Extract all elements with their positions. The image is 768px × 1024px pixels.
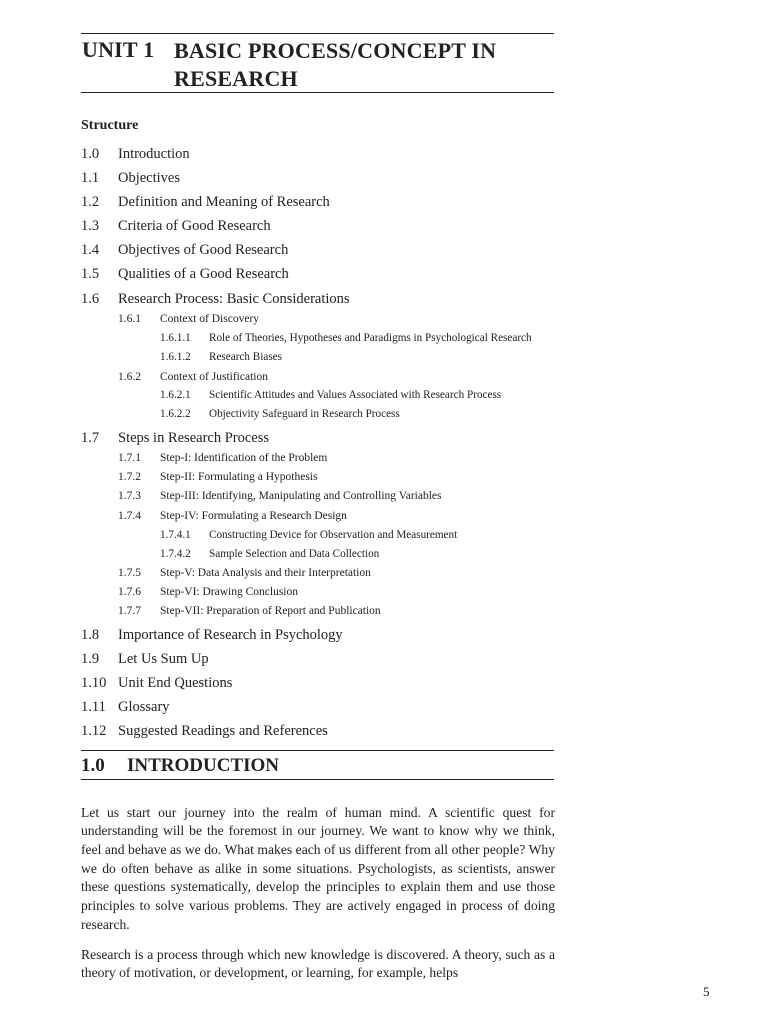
toc-entry-label: Objectivity Safeguard in Research Process	[209, 408, 400, 420]
toc-entry-number: 1.7.1	[118, 452, 141, 464]
toc-entry-label: Unit End Questions	[118, 675, 233, 691]
toc-entry-label: Sample Selection and Data Collection	[209, 548, 380, 560]
toc-entry-label: Definition and Meaning of Research	[118, 194, 330, 210]
toc-entry-label: Steps in Research Process	[118, 430, 270, 446]
toc-entry-number: 1.6	[81, 291, 100, 307]
toc-entry-label: Step-V: Data Analysis and their Interpretation	[160, 567, 371, 579]
toc-entry-number: 1.7.3	[118, 490, 141, 502]
toc-entry-number: 1.0	[81, 146, 100, 162]
toc-entry-label: Criteria of Good Research	[118, 218, 271, 234]
toc-entry-number: 1.7.7	[118, 605, 141, 617]
toc-entry-number: 1.1	[81, 170, 100, 186]
toc-entry-label: Introduction	[118, 146, 190, 162]
toc-entry-number: 1.2	[81, 194, 100, 210]
toc-entry-label: Scientific Attitudes and Values Associated with Research Process	[209, 389, 502, 401]
toc-entry-number: 1.9	[81, 651, 100, 667]
section-title: INTRODUCTION	[127, 755, 280, 776]
toc-entry-label: Research Process: Basic Considerations	[118, 291, 350, 307]
toc-entry-label: Let Us Sum Up	[118, 651, 209, 667]
toc-entry-number: 1.6.1	[118, 313, 141, 325]
toc-entry-label: Importance of Research in Psychology	[118, 627, 343, 643]
toc-entry-number: 1.7.5	[118, 567, 141, 579]
toc-entry-number: 1.7.4.1	[160, 529, 191, 541]
toc-entry-number: 1.7.4	[118, 510, 141, 522]
page-number: 5	[703, 984, 710, 999]
toc-entry-number: 1.6.1.1	[160, 332, 191, 344]
body-paragraph: Research is a process through which new knowledge is discovered. A theory, such as a theory of motivation, or development, or learning, for example, helps	[81, 946, 555, 981]
toc-entry-label: Context of Justification	[160, 371, 268, 383]
toc-entry-number: 1.6.1.2	[160, 351, 191, 363]
toc-entry-label: Step-VI: Drawing Conclusion	[160, 586, 298, 598]
unit-number: UNIT 1	[82, 37, 155, 62]
toc-entry-number: 1.8	[81, 627, 100, 643]
toc-entry-label: Glossary	[118, 699, 170, 715]
toc-entry-label: Step-II: Formulating a Hypothesis	[160, 471, 318, 483]
toc-entry-label: Context of Discovery	[160, 313, 260, 325]
toc-entry-number: 1.5	[81, 266, 100, 282]
section-heading	[81, 750, 554, 780]
toc-entry-number: 1.4	[81, 242, 100, 258]
body-paragraph: Let us start our journey into the realm of human mind. A scientific quest for understanding will be the foremost in our journey. We want to know why we think, feel and behave as we do. What makes each of us different from all other people? Why we do often behave as alike in some situations. Psychologists, as scientists, answer these questions systematically, develop the principles to explain them and use those principles to solve various problems. They are actively engaged in process of doing research.	[81, 804, 555, 932]
toc-entry-label: Research Biases	[209, 351, 283, 363]
toc-entry-number: 1.6.2.2	[160, 408, 191, 420]
toc-entry-number: 1.7.2	[118, 471, 141, 483]
toc-entry-number: 1.7.4.2	[160, 548, 191, 560]
toc-entry-label: Constructing Device for Observation and Measurement	[209, 529, 458, 541]
toc-entry-number: 1.10	[81, 675, 107, 691]
toc-entry-number: 1.12	[81, 723, 107, 739]
toc-entry-number: 1.7	[81, 430, 100, 446]
toc-entry-label: Suggested Readings and References	[118, 723, 328, 739]
toc-entry-number: 1.3	[81, 218, 100, 234]
toc-entry-label: Step-VII: Preparation of Report and Publication	[160, 605, 381, 617]
toc-entry-number: 1.7.6	[118, 586, 141, 598]
section-number: 1.0	[81, 755, 105, 776]
toc-entry-number: 1.11	[81, 699, 106, 715]
toc-entry-label: Step-III: Identifying, Manipulating and Controlling Variables	[160, 490, 442, 502]
unit-title: BASIC PROCESS/CONCEPT IN RESEARCH	[174, 38, 497, 91]
toc-entry-label: Step-IV: Formulating a Research Design	[160, 510, 347, 522]
toc-entry-number: 1.6.2	[118, 371, 141, 383]
toc-entry-label: Step-I: Identification of the Problem	[160, 452, 328, 464]
toc-entry-label: Qualities of a Good Research	[118, 266, 289, 282]
toc-entry-label: Role of Theories, Hypotheses and Paradigms in Psychological Research	[209, 332, 532, 344]
structure-heading: Structure	[81, 118, 139, 133]
toc-entry-label: Objectives	[118, 170, 181, 186]
toc-entry-label: Objectives of Good Research	[118, 242, 289, 258]
toc-entry-number: 1.6.2.1	[160, 389, 191, 401]
